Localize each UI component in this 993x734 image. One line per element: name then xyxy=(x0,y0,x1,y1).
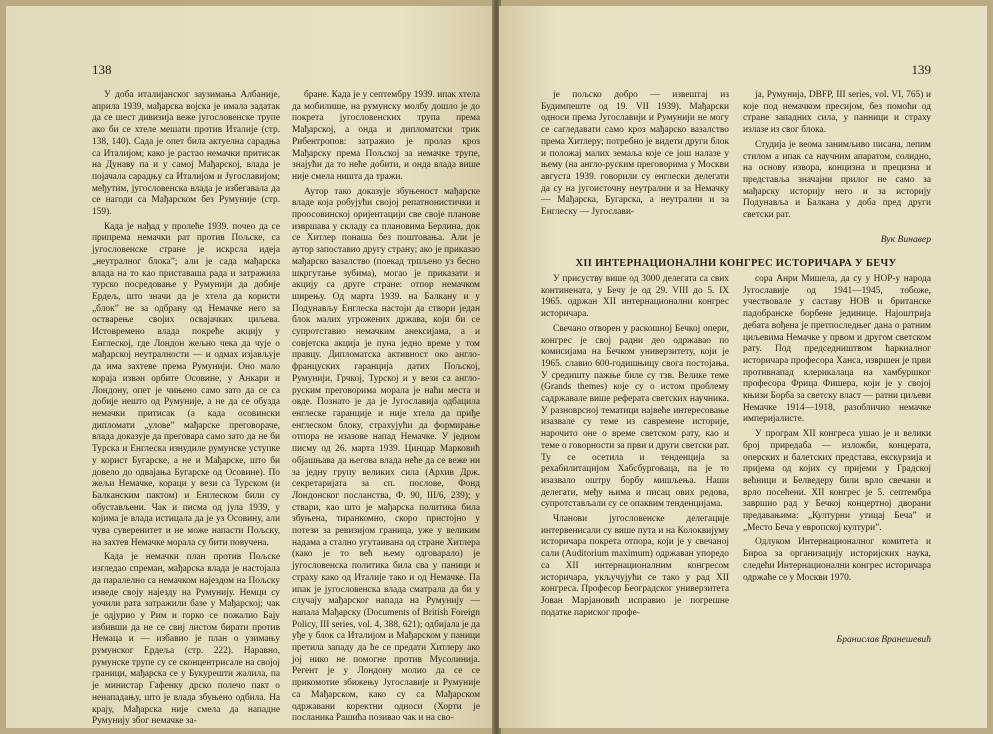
section-heading: XII ИНТЕРНАЦИОНАЛНИ КОНГРЕС ИСТОРИЧАРА У БЕЧУ xyxy=(575,258,897,269)
paragraph: У програм XII конгреса ушао је и велики број приредаба — изложби, концерата, оперских и балетских представа, екскурзија и пријема од којих су пријеми у Градској већници и Белведеру били врло свечани и врло посећени. XII конгрес је 5. септембра завршио рад у Бечкој концертној дворани предавањима: „Културни утицај Беча” и „Место Беча у европској култури”. xyxy=(743,429,931,533)
right-column-2 xyxy=(743,90,931,225)
left-page-number: 138 xyxy=(92,62,112,77)
paragraph: У доба италијанског заузимања Албаније, априла 1939, мађарска војска је имала задатак да се шест дивизија веже југословенске трупе ако би се хтеле мешати против Италије (стр. 138, 140). Сада је опет била актуелна сарадња са Италијом; како је растао немачки притисак на Дунаву па и у самој Мађарској, влада је појачала сарадњу са Италијом и Југославијом; међутим, југословенска влада је избегавала да се нагоди са Мађарском без Румуније (стр. 159). xyxy=(92,90,280,218)
paragraph: Када је немачки план против Пољске изгледао спреман, мађарска влада је настојала да паралелно са немачком најездом на Пољску изведе своју најезду на Румунију. Немци су уочили рата затражили базе у Мађарској; чак је одјурио у Рим и горко се пожалио Бају избивши да не се свиј листом бирати против Немаца и — избавио је план о узимању румунског Ердеља (стр. 222). Наравно, румунске трупе су се сконцентрисале на својој граници, мађарска се у Букурешти жалила, па је министар Гафенку дрско полечо пакт о ненападању, што је влада збуњено одбила. На крају, Мађарска није смела да нападне Румунију због немачке за- xyxy=(92,552,280,727)
left-page xyxy=(6,6,494,728)
paragraph: сора Анри Мишела, да су у НОР-у народа Југославије од 1941—1945, тобоже, учествовале у саставу НОВ и британске падобранске борбене јединице. Најоштрија дебата вођена је претпоследњег дана о ратним циљевима Немачке у првом и другом светском рату. Под председништвом ћаркиалног историчара професора Ханса, извршен је први противнапад клерикалаца на хамбуршког професора Фрица Фишера, који је у својој књизи Борба за светску власт — ратни циљеви Немачке 1914—1918, разобличио немачке империјалисте. xyxy=(743,274,931,425)
paragraph: Свечано отворен у раскошној Бечкој опери, конгрес је свој радни део одржавао по комисијама на Бечком универзитету, који је 1965. славио 600-годишњицу свога постојања. У средишту пажње биле су тзв. Велике теме (Grands themes) које су о истом проблему садржавале више реферата светских научника. У разноврсној тематици највеће интересовање изазвале су теме из савремене историје, нарочито оне о време светском рату, као и теме о говорности за први и други светски рат. Ту се осетила и тенденција за рехабилитацијом Хабсбурговаца, па је то изазвало оштру борбу мишљења. Наши делегати, међу њима и писац ових редова, супротстављали су се опаквим тенденцијама. xyxy=(541,323,729,510)
paragraph: је пољско добро — извештај из Будимпеште од 19. VII 1939). Мађарски односи према Југославији и Румунији не могу се сагледавати само кроз мађарско вазалство према Хитлеру; потребно је видети други блок и положај малих земаља које се још налазе у њему (на англо-руским преговорима у Москви августа 1939. говорили су енглески делегати да су на југоисточну неутрални и за Немачку — Мађарска, Бугарска, а неутрални и за Енглеску — Југослави- xyxy=(541,90,729,218)
paragraph: бране. Када је у септембру 1939. ипак хтела да мобилише, на румунску молбу дошло је до покрета југословенских трупа према Мађарској, а онда и дипломатски трик Рибентропов: затражио је пролаз кроз Мађарску према Пољској за немачке трупе, знајући да то неће добити, и онда влада више није смела ништа да тражи. xyxy=(292,90,480,182)
right-column-1 xyxy=(541,90,729,222)
paragraph: Када је нађад у пролеће 1939. почео да се припрема немачки рат против Пољске, са југословенске стране је искрсла идеја „неутралног блока”; али је сада мађарска влада на то као приставаша рада и затражила турско посредовање у Румунији да добије Ердељ, што значи да је хтела да користи „блок” не за одбрану од Немачке него за остварење својих освајачких циљева. Истовремено влада покреће акцију у Енглеској, где Лондон жељно чека да чује о мађарској неутралности — и одмах изјављује да има захтеве према Румунији. Оно мало кораја извән орбите Осовине, у Анкари и Лондону, опет је чињено само зато да се са добије нешто од Румуније, а не да се обузда немачки притисак (а када осовински дипломати „улове” мађарске преговораче, влада доказује да преговара само зато да не би Турска и Енглеска изнудиле румунске уступке у корист Бугарске, а не и Мађарске, што би довело до одвајања Бугарске од Осовине). По жељи Немачке, кораци у вези са Турском (и Балканским пактом) и Енглеском били су обустављени. Чак и писма од јула 1939, у којима је влада истицала да је уз Осовину, али чува суверенитет и не може напасти Пољску, на захтев Немачке морала су бити повучена. xyxy=(92,221,280,548)
paragraph: Одлуком Интернационалног комитета и Бироа за организацију историјских наука, следећи Интернационални конгрес историчара одржаће се у Москви 1970. xyxy=(743,537,931,583)
left-column-1 xyxy=(92,90,280,728)
paragraph: ја, Румунија, DBFP, III series, vol. VI, 765) и које под немачком пресијом, без помоћи од стране западних сила, у панници и страху излазе из свог блока. xyxy=(743,90,931,136)
paragraph: Чланови југословенске делегације интервенисали су више пута и на Колоквијуму историчара покрета отпора, који је у свечаној сали (Auditorium maximum) одржаван упоредо са XII интернационалним конгресом историчара, укључујући се тако у рад XII конгреса. Професор Београдског универзитета Јован Марјановић исправио је погрешне податке париског профе- xyxy=(541,514,729,618)
paragraph: Аутор тако доказује збуњеност мађарске владе која робујући својој репатнонистички и проосовинској оријентацији све своје планове извршава у складу са плановима Берлина, док се Хитлер понаша без поштовања. Али је аутор запоставио другу страну; ако је приказао мађарско вазалство (поекад трпљено уз бесно шкргутање зубима), могао је приказати и акцију са друге стране: отпор немачком ширењу. Од марта 1939. на Балкану и у Подунављу Енглеска настоји да створи један блок малих угрожених држава, који би се супротставио немачким анексијама, а и совјетска акција је пуна једно време у том правцу. Дипломатска активност око англо-францускиx гаранција датих Пољској, Румунији, Грчкој, Турској и у вези са англо-руским преговорима морала је наћи места и овде. Познато је да је Југославија одбацила енглеске гаранције и није хтела да приђе енглеском блоку, страхујући да формирање отпора не изазове напад Немачке. У једном писму од 26. марта 1939. Цинцар Марковић објашњава да његова влада неће да се веже ни за једну групу великих сила (Архив Држ. секретаријата за сп. послове, Фонд Лондонског посланства, Ф. 90, III/6, 239); у ствари, као што је мађарска политика била збуњена, тиранкомно, скоро пристојно у потези за ревизијом граница, уже у великим надама а стално угутаивана од стране Хитлера (како је то већ њему одговарало) је југословенска политика била сва у паници и страху како од Италије тако и од Немачке. Па ипак је југословенска влада сматрала да би у случају мађарског напада на Румунију — напала Мађарску (Documents of British Foreign Policy, III series, vol. 4, 388, 621); одбијала је да уђе у блок са Италијом и Мађарском у паници претила западу да ће се предати Хитлеру ако јој нико не помогне против Мусолинија. Регент је у Лондону молио да се сe прикомотие збижењу Југославије и Румуније са Мађарском, како су са Мађарском одржавани коректни односи (Хорти је посланика Рашића позивао чак и на сво- xyxy=(292,186,480,724)
paragraph: Студија је веома занимљиво писана, лепим стилом а ипак са научним апаратом, солидно, на основу извора, концизна и прецизна и представља значајни прилог не само за мађарску историју него и за историју Подунавља и Балкана у доба пред други светски рат. xyxy=(743,139,931,221)
paragraph: У присуству више од 3000 делегата са свих континената, у Бечу је од 29. VIII до 5. IX 1965. одржан XII интернационални конгрес историчара. xyxy=(541,274,729,320)
right-page xyxy=(499,6,987,728)
left-column-2 xyxy=(292,90,480,728)
review-signature: Вук Винавер xyxy=(880,234,931,245)
congress-column-1 xyxy=(541,274,729,622)
right-page-number: 139 xyxy=(911,62,931,77)
final-signature: Бранислав Вранешевић xyxy=(836,634,931,645)
congress-column-2 xyxy=(743,274,931,587)
